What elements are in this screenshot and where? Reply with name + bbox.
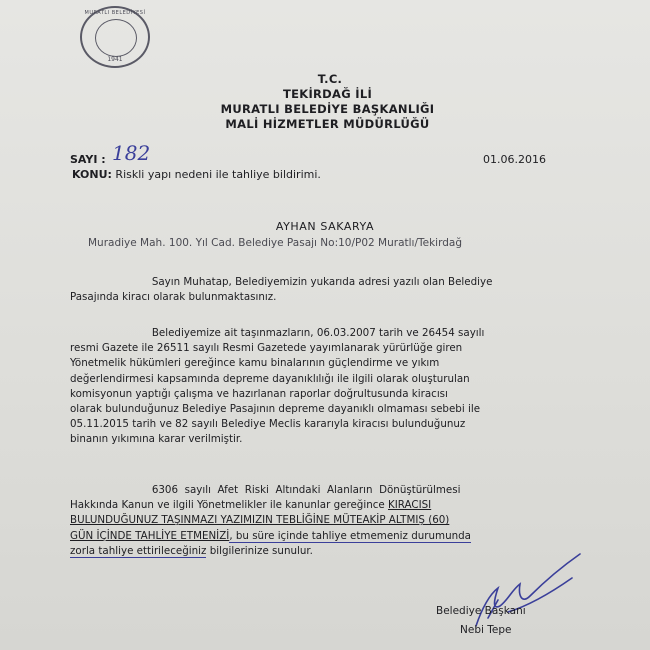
hand-underlined-text: , bu süre içinde tahliye etmemeniz durumunda — [229, 529, 471, 542]
paragraph-line — [70, 498, 600, 513]
header-tc: T.C. — [317, 72, 343, 86]
underlined-line: BULUNDUĞUNUZ TAŞINMAZI YAZIMIZIN TEBLİĞİNE MÜTEAKİP ALTMIŞ (60) — [70, 514, 450, 527]
paragraph-line: resmi Gazete ile 26511 sayılı Resmi Gazetede yayımlanarak yürürlüğe giren — [70, 342, 463, 355]
header-municipality: MURATLI BELEDİYE BAŞKANLIĞI — [220, 102, 435, 116]
paragraph-line — [70, 529, 600, 544]
signatory-title: Belediye Başkanı — [436, 605, 526, 617]
addressee-address: Muradiye Mah. 100. Yıl Cad. Belediye Pasajı No:10/P02 Muratlı/Tekirdağ — [88, 237, 462, 249]
hand-underlined-text: zorla tahliye ettirileceğiniz — [70, 544, 207, 557]
addressee-name: AYHAN SAKARYA — [275, 220, 375, 233]
paragraph-1 — [70, 275, 600, 305]
paragraph-line: Belediyemize ait taşınmazların, 06.03.2007 tarih ve 26454 sayılı — [70, 327, 485, 339]
paragraph-2 — [70, 326, 600, 448]
header-department: MALİ HİZMETLER MÜDÜRLÜĞÜ — [225, 117, 430, 131]
underlined-text: GÜN İÇİNDE TAHLİYE ETMENİZİ — [70, 529, 230, 542]
paragraph-line: Sayın Muhatap, Belediyemizin yukarıda adresi yazılı olan Belediye — [70, 276, 493, 288]
seal-year: 1941 — [107, 56, 123, 63]
paragraph-line: Pasajında kiracı olarak bulunmaktasınız. — [70, 291, 277, 304]
paragraph-line: 6306 sayılı Afet Riski Altındaki Alanların Dönüştürülmesi — [70, 484, 461, 496]
sayi-label: SAYI : — [70, 153, 106, 166]
seal-emblem-icon — [95, 19, 137, 57]
paragraph-line: Yönetmelik hükümleri gereğince kamu binalarının güçlendirme ve yıkım — [70, 357, 440, 370]
paragraph-line: olarak bulunduğunuz Belediye Pasajının depreme dayanıklı olmaması sebebi ile — [70, 403, 481, 416]
paragraph-text: bilgilerinize sunulur. — [206, 544, 313, 557]
paragraph-line: komisyonun yaptığı çalışma ve hazırlanan raporlar doğrultusunda kiracısı — [70, 387, 448, 400]
municipality-seal — [80, 6, 150, 68]
paragraph-line: değerlendirmesi kapsamında depreme dayanıklılığı ile ilgili olarak oluşturulan — [70, 372, 470, 385]
header-province: TEKİRDAĞ İLİ — [282, 87, 373, 101]
subject-line — [72, 168, 321, 181]
paragraph-line: binanın yıkımına karar verilmiştir. — [70, 433, 243, 446]
subject-label: KONU: — [72, 168, 112, 181]
subject-text: Riskli yapı nedeni ile tahliye bildirimi. — [115, 168, 321, 181]
seal-arc-text: MURATLI BELEDİYESİ — [84, 10, 146, 16]
paragraph-line: 05.11.2015 tarih ve 82 sayılı Belediye Meclis kararıyla kiracısı bulunduğunuz — [70, 418, 466, 431]
document-date: 01.06.2016 — [483, 153, 546, 166]
signatory-name: Nebi Tepe — [460, 624, 512, 636]
paragraph-text: Hakkında Kanun ve ilgili Yönetmelikler ile kanunlar gereğince — [70, 499, 388, 512]
sayi-handwritten-number: 182 — [112, 141, 151, 165]
underlined-text: KIRACISI — [388, 499, 432, 512]
